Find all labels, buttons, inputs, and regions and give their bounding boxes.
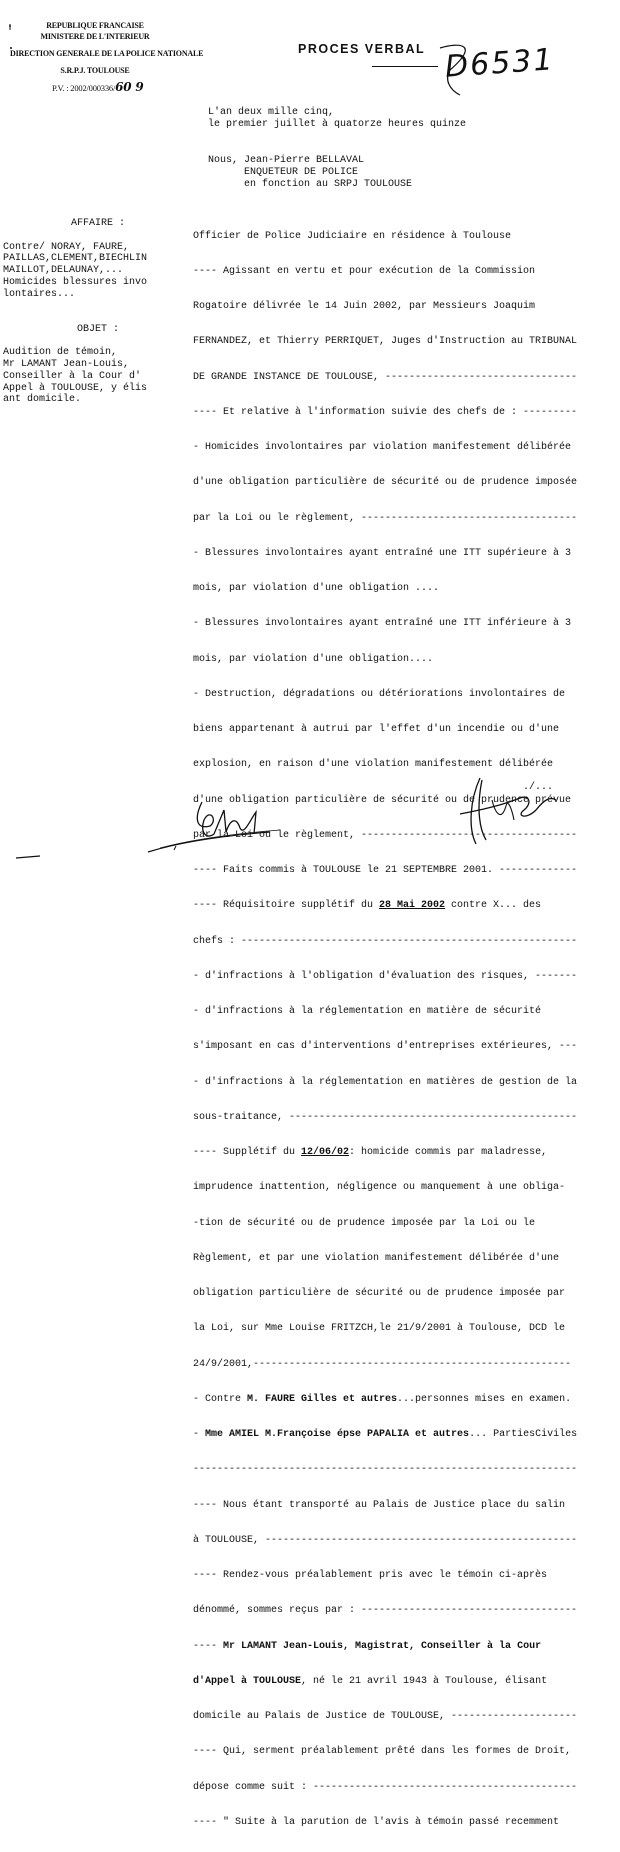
body-line: dénommé, sommes reçus par : ------------------------------------ (193, 1605, 578, 1617)
text-span: contre X... des (445, 900, 542, 912)
text-span: , né le 21 avril 1943 à Toulouse, élisant (301, 1675, 548, 1687)
text-span: ...personnes mises en examen. (397, 1393, 572, 1405)
title-underline (372, 66, 438, 67)
pv-number (10, 82, 180, 94)
body-line: mois, par violation d'une obligation.... (193, 653, 434, 665)
officer-assignment: en fonction au SRPJ TOULOUSE (208, 178, 413, 190)
text-span: : homicide commis par maladresse, (349, 1147, 548, 1158)
body-line: domicile au Palais de Justice de TOULOUSE, --------------------- (193, 1711, 578, 1722)
objet-line: Audition de témoin, (3, 347, 118, 359)
body-line: - d'infractions à la réglementation en matière de sécurité (193, 1006, 542, 1017)
objet-line: Conseiller à la Cour d' (3, 370, 142, 382)
body-line: ---- Nous étant transporté au Palais de Justice place du salin (193, 1499, 566, 1511)
affaire-line: MAILLOT,DELAUNAY,... (3, 265, 124, 276)
body-line: ---- Agissant en vertu et pour exécution de la Commission (193, 265, 536, 277)
letterhead-service: S.R.P.J. TOULOUSE (60, 66, 130, 75)
opening-date (208, 107, 466, 131)
body-line: imprudence inattention, négligence ou manquement à une obliga- (193, 1182, 566, 1194)
officer-signature (440, 770, 570, 850)
body-line: d'une obligation particulière de sécurité ou de prudence prévue (193, 794, 572, 806)
objet-heading: OBJET : (76, 323, 119, 335)
body-line: DE GRANDE INSTANCE DE TOULOUSE, -------------------------------- (193, 371, 578, 383)
body-line-witness-court (193, 1676, 617, 1688)
body-line: ---- " Suite à la parution de l'avis à témoin passé recemment (193, 1816, 560, 1828)
body-text (193, 207, 617, 1852)
officer-rank: ENQUETEUR DE POLICE (208, 166, 359, 178)
letterhead-republic: REPUBLIQUE FRANCAISE (46, 21, 144, 30)
document-title: PROCES VERBAL (298, 42, 426, 56)
accused-name: M. FAURE Gilles et autres (247, 1393, 398, 1405)
body-line: - Homicides involontaires par violation manifestement délibérée (193, 442, 572, 453)
body-line: s'imposant en cas d'interventions d'entreprises extérieures, --- (193, 1041, 578, 1053)
body-line: obligation particulière de sécurité ou de prudence imposée par (193, 1288, 566, 1299)
affaire-line: lontaires... (3, 288, 76, 300)
document-stamp-number: D6531 (443, 42, 556, 85)
body-line: - Destruction, dégradations ou détériorations involontaires de (193, 688, 566, 700)
body-line: ---- Faits commis à TOULOUSE le 21 SEPTEMBRE 2001. ------------- (193, 865, 578, 876)
witness-signature (140, 790, 290, 860)
body-line: - d'infractions à la réglementation en matières de gestion de la (193, 1076, 578, 1088)
objet-line: ant domicile. (3, 394, 82, 406)
body-line: ---------------------------------------------------------------- (193, 1464, 578, 1476)
body-line-witness (193, 1641, 617, 1653)
text-span: ---- (193, 1640, 224, 1652)
text-span: ... PartiesCiviles (469, 1429, 578, 1440)
opening-line-1: L'an deux mille cinq, (208, 107, 335, 118)
continuation-mark: ./... (523, 782, 554, 793)
civil-party-name: Mme AMIEL M.Françoise épse PAPALIA et autres (205, 1429, 470, 1440)
body-line: 24/9/2001,----------------------------------------------------- (193, 1358, 572, 1370)
text-span: ---- Supplétif du (193, 1147, 302, 1158)
objet-line: Mr LAMANT Jean-Louis, (3, 359, 130, 370)
body-line: d'une obligation particulière de sécurité ou de prudence imposée (193, 477, 578, 489)
text-span: - (193, 1429, 206, 1440)
letterhead-direction: DIRECTION GENERALE DE LA POLICE NATIONALE (10, 49, 204, 58)
officer-name: Nous, Jean-Pierre BELLAVAL (208, 155, 365, 166)
body-line: ---- Qui, serment préalablement prêté dans les formes de Droit, (193, 1746, 572, 1758)
body-line: biens appartenant à autrui par l'effet d'un incendie ou d'une (193, 724, 560, 735)
body-line-suppletif (193, 1147, 617, 1159)
pv-number-handwritten: 60 9 (115, 80, 144, 94)
affaire-line: PAILLAS,CLEMENT,BIECHLIN (3, 253, 148, 265)
body-line: sous-traitance, ------------------------------------------------ (193, 1111, 578, 1123)
body-line-requisitoire (193, 900, 617, 912)
body-line: - Blessures involontaires ayant entraîné une ITT inférieure à 3 (193, 618, 572, 630)
body-line: à TOULOUSE, ---------------------------------------------------- (193, 1534, 578, 1546)
objet-line: Appel à TOULOUSE, y élis (3, 382, 148, 394)
body-line: ---- Et relative à l'information suivie des chefs de : --------- (193, 406, 578, 418)
body-line: chefs : -------------------------------------------------------- (193, 935, 578, 947)
body-line: -tion de sécurité ou de prudence imposée par la Loi ou le (193, 1217, 536, 1229)
margin-column (3, 218, 193, 406)
body-line: ---- Rendez-vous préalablement pris avec le témoin ci-après (193, 1570, 548, 1581)
text-span: - Contre (193, 1393, 248, 1405)
body-line-accused (193, 1394, 617, 1406)
affaire-heading: AFFAIRE : (70, 218, 125, 229)
officer-block (208, 155, 412, 190)
letterhead (10, 20, 204, 94)
body-line: explosion, en raison d'une violation manifestement délibérée (193, 759, 554, 771)
witness-name: Mr LAMANT Jean-Louis, Magistrat, Conseiller à la Cour (223, 1640, 542, 1652)
body-line: la Loi, sur Mme Louise FRITZCH,le 21/9/2001 à Toulouse, DCD le (193, 1323, 566, 1335)
suppletif-date: 12/06/02 (301, 1147, 350, 1158)
text-span: ---- Réquisitoire supplétif du (193, 900, 380, 912)
opening-line-2: le premier juillet à quatorze heures quinze (208, 118, 467, 130)
body-line: par la Loi ou le règlement, ------------------------------------ (193, 829, 578, 841)
body-line: Officier de Police Judiciaire en résidence à Toulouse (193, 230, 512, 242)
body-line: mois, par violation d'une obligation .... (193, 583, 440, 594)
affaire-line: Homicides blessures invo (3, 276, 148, 288)
body-line: FERNANDEZ, et Thierry PERRIQUET, Juges d'Instruction au TRIBUNAL (193, 336, 578, 348)
body-line: par la Loi ou le règlement, ------------------------------------ (193, 512, 578, 524)
body-line: - Blessures involontaires ayant entraîné une ITT supérieure à 3 (193, 547, 572, 559)
pv-number-label: P.V. : 2002/000336/ (52, 83, 116, 93)
body-line: dépose comme suit : -------------------------------------------- (193, 1781, 578, 1793)
affaire-line: Contre/ NORAY, FAURE, (3, 241, 130, 253)
body-line: - d'infractions à l'obligation d'évaluation des risques, ------- (193, 970, 578, 982)
witness-court: d'Appel à TOULOUSE (193, 1675, 302, 1687)
body-line: Rogatoire délivrée le 14 Juin 2002, par Messieurs Joaquim (193, 301, 536, 312)
letterhead-ministry: MINISTERE DE L'INTERIEUR (40, 32, 150, 41)
body-line: Règlement, et par une violation manifestement délibérée d'une (193, 1252, 560, 1264)
requisitoire-date: 28 Mai 2002 (379, 900, 446, 912)
footer-mark (14, 852, 44, 862)
body-line-civil-parties (193, 1429, 617, 1441)
